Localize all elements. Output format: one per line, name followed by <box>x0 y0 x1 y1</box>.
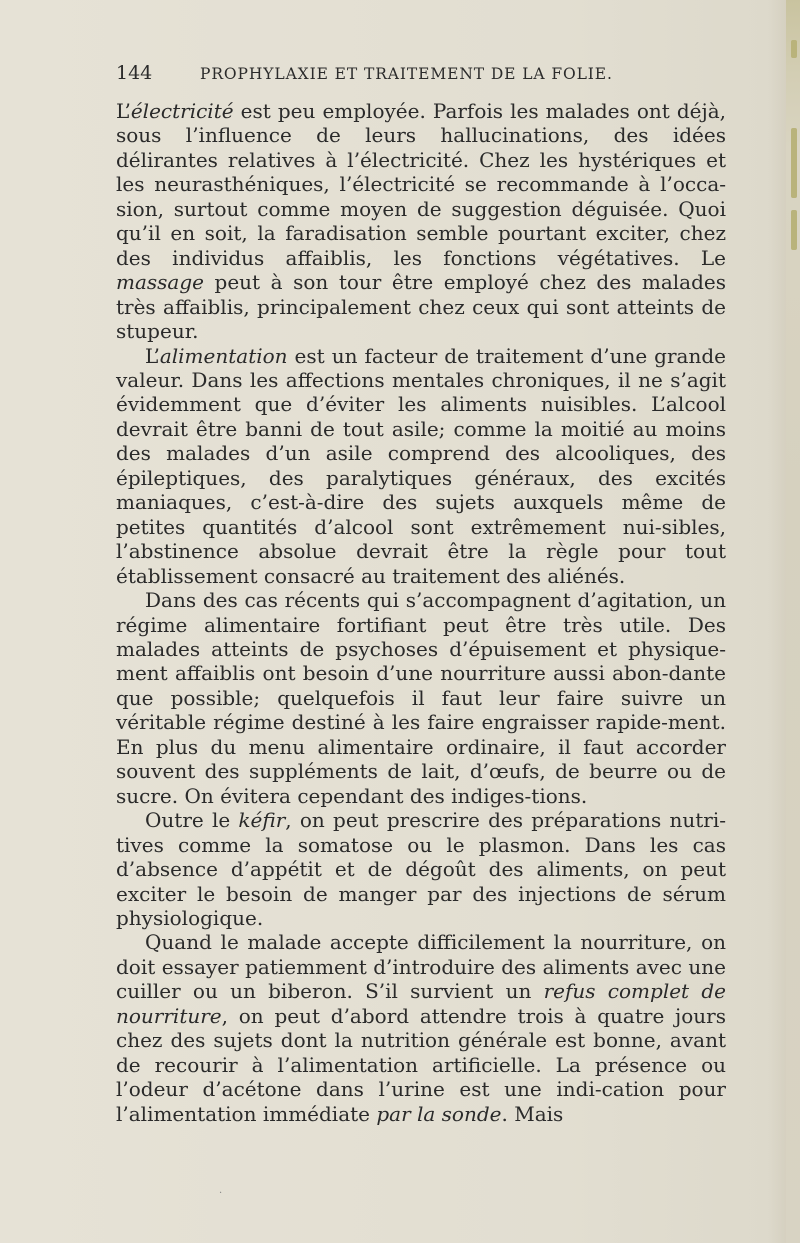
paragraph-text: Dans des cas récents qui s’accompagnent d’agitation, un régime alimentaire fortifiant peut être très utile. Des malades atteints de psychoses d’épuisement et physique-ment affaiblis ont besoin d’une nourriture aussi abon-dante que possible; quelquefois il faut leur faire suivre un véritable régime destiné à les faire engraisser rapide-ment. En plus du menu alimentaire ordinaire, il faut accorder souvent des suppléments de lait, d’œufs, de beurre ou de sucre. On évitera cependant des indiges-tions. <box>116 588 726 808</box>
body-text <box>116 99 726 1126</box>
paragraph-kefir <box>116 808 726 930</box>
paragraph-electricite <box>116 99 726 344</box>
paragraph-text: peut à son tour être employé chez des malades très affaiblis, principalement chez ceux qui sont atteints de stupeur. <box>116 270 726 344</box>
paragraph-refus-nourriture <box>116 930 726 1126</box>
paragraph-lead: Outre le <box>145 808 239 833</box>
italic-term: refus complet de nourriture <box>116 979 726 1028</box>
paragraph-text: , on peut d’abord attendre trois à quatre jours chez des sujets dont la nutrition générale est bonne, avant de recourir à l’alimentation artificielle. La présence ou l’odeur d’acétone dans l’urine est une indi-cation pour l’alimentation immédiate <box>116 1003 726 1126</box>
page-edge <box>786 0 800 1243</box>
italic-term: électricité <box>130 99 234 123</box>
paragraph-text: est peu employée. Parfois les malades ont déjà, sous l’influence de leurs hallucinations, des idées délirantes relatives à l’électricité. Chez les hystériques et les neurasthéniques, l’électricité se recommande à l’occa-sion, surtout comme moyen de suggestion déguisée. Quoi qu’il en soit, la faradisation semble pourtant exciter, chez des individus affaiblis, les fonctions végétatives. Le <box>116 99 726 270</box>
paragraph-text: est un facteur de traitement d’une grande valeur. Dans les affections mentales chroniques, il ne s’agit évidemment que d’éviter les aliments nuisibles. L’alcool devrait être banni de tout asile; comme la moitié au moins des malades d’un asile comprend des alcooliques, des épileptiques, des paralytiques généraux, des excités maniaques, c’est-à-dire des sujets auxquels même de petites quantités d’alcool sont extrêmement nui-sibles, l’abstinence absolue devrait être la règle pour tout établissement consacré au traitement des aliénés. <box>116 343 726 588</box>
italic-term: massage <box>116 270 204 295</box>
paragraph-text: Quand le malade accepte difficilement la nourriture, on doit essayer patiemment d’introduire des aliments avec une cuiller ou un biberon. S’il survient un <box>116 930 726 1004</box>
edge-mark <box>791 40 797 58</box>
edge-mark <box>791 210 797 250</box>
italic-term: alimentation <box>159 343 288 368</box>
paragraph-text: , on peut prescrire des préparations nutri-tives comme la somatose ou le plasmon. Dans les cas d’absence d’appétit et de dégoût des aliments, on peut exciter le besoin de manger par des injections de sérum physiologique. <box>116 808 726 930</box>
page-header <box>116 62 726 88</box>
running-title: PROPHYLAXIE ET TRAITEMENT DE LA FOLIE. <box>200 65 613 83</box>
page-number: 144 <box>116 62 153 84</box>
paragraph-alimentation <box>116 344 726 589</box>
paragraph-cas-recents <box>116 588 726 808</box>
paragraph-lead: L’ <box>116 99 131 123</box>
italic-term: par la sonde <box>376 1101 502 1126</box>
italic-term: kéfir <box>238 808 286 833</box>
paragraph-lead: L’ <box>145 343 160 368</box>
edge-mark <box>791 128 797 198</box>
paragraph-text: . Mais <box>501 1101 564 1126</box>
print-speck: · <box>219 1188 223 1199</box>
